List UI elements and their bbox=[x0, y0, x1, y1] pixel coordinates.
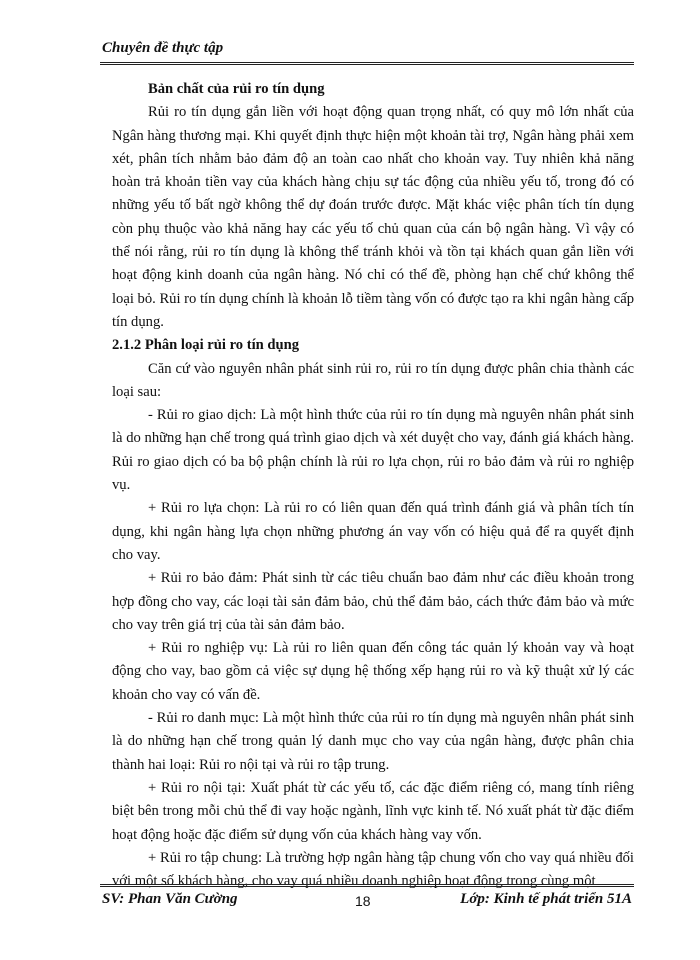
paragraph: - Rủi ro giao dịch: Là một hình thức của rủi ro tín dụng mà nguyên nhân phát sinh là do những hạn chế trong quá trình giao dịch và xét duyệt cho vay, đánh giá khách hàng. Rủi ro giao dịch có ba bộ phận chính là rủi ro lựa chọn, rủi ro bảo đảm và rủi ro nghiệp vụ. bbox=[112, 407, 634, 494]
paragraph: + Rủi ro lựa chọn: Là rủi ro có liên quan đến quá trình đánh giá và phân tích tín dụng, khi ngân hàng lựa chọn những phương án vay vốn có hiệu quả để ra quyết định cho vay. bbox=[112, 500, 634, 563]
paragraph: + Rủi ro tập chung: Là trường hợp ngân hàng tập chung vốn cho vay quá nhiều đối với một số khách hàng, cho vay quá nhiều doanh nghiệp hoạt động trong cùng một bbox=[112, 849, 634, 890]
page-number: 18 bbox=[355, 893, 371, 909]
section-heading: 2.1.2 Phân loại rủi ro tín dụng bbox=[112, 337, 300, 354]
page-footer bbox=[100, 884, 634, 909]
paragraph: + Rủi ro nội tại: Xuất phát từ các yếu tố, các đặc điểm riêng có, mang tính riêng biệt bên trong mỗi chủ thể đi vay hoặc ngành, lĩnh vực kinh tế. Nó xuất phát từ đặc điểm hoạt động hoặc đặc điểm sử dụng vốn của khách hàng vay vốn. bbox=[112, 779, 634, 843]
document-title: Chuyên đề thực tập bbox=[102, 40, 224, 56]
student-name: SV: Phan Văn Cường bbox=[102, 891, 238, 907]
paragraph: Rủi ro tín dụng gắn liền với hoạt động quan trọng nhất, có quy mô lớn nhất của Ngân hàng thương mại. Khi quyết định thực hiện một khoản tài trợ, Ngân hàng phải xem xét, phân tích nhằm bảo đảm độ an toàn cao nhất cho khoản vay. Tuy nhiên khả năng hoàn trả khoản tiền vay của khách hàng chịu sự tác động của nhiều yếu tố, trong đó có những yếu tố bất ngờ không thể dự đoán trước được. Mặt khác việc phân tích tín dụng còn phụ thuộc vào khả năng hay các yếu tố chủ quan của cán bộ ngân hàng. Vì vậy có thể nói rằng, rủi ro tín dụng là không thể tránh khỏi và tồn tại khách quan gắn liền với hoạt động kinh doanh của ngân hàng. Nó chỉ có thể đề, phòng hạn chế chứ không thể loại bỏ. Rủi ro tín dụng chính là khoản lỗ tiềm tàng vốn có được tạo ra khi ngân hàng cấp tín dụng. bbox=[112, 104, 634, 330]
paragraph: - Rủi ro danh mục: Là một hình thức của rủi ro tín dụng mà nguyên nhân phát sinh là do những hạn chế trong quản lý danh mục cho vay của ngân hàng, được phân chia thành hai loại: Rủi ro nội tại và rủi ro tập trung. bbox=[112, 710, 634, 773]
class-name: Lớp: Kinh tế phát triển 51A bbox=[460, 891, 632, 907]
paragraph: + Rủi ro nghiệp vụ: Là rủi ro liên quan đến công tác quản lý khoản vay và hoạt động cho vay, bao gồm cả việc sự dụng hệ thống xếp hạng rủi ro và kỹ thuật xử lý các khoản cho vay có vấn đề. bbox=[112, 640, 634, 703]
paragraph: Căn cứ vào nguyên nhân phát sinh rủi ro, rủi ro tín dụng được phân chia thành các loại sau: bbox=[112, 360, 634, 400]
page-header bbox=[100, 38, 634, 65]
page-content bbox=[112, 78, 634, 893]
paragraph: + Rủi ro bảo đảm: Phát sinh từ các tiêu chuẩn bao đảm như các điều khoản trong hợp đồng cho vay, các loại tài sản đảm bảo, chủ thể đảm bảo, cách thức đảm bảo và mức cho vay trên giá trị của tài sản đảm bảo. bbox=[112, 570, 634, 633]
subheading: Bản chất của rủi ro tín dụng bbox=[148, 81, 325, 97]
